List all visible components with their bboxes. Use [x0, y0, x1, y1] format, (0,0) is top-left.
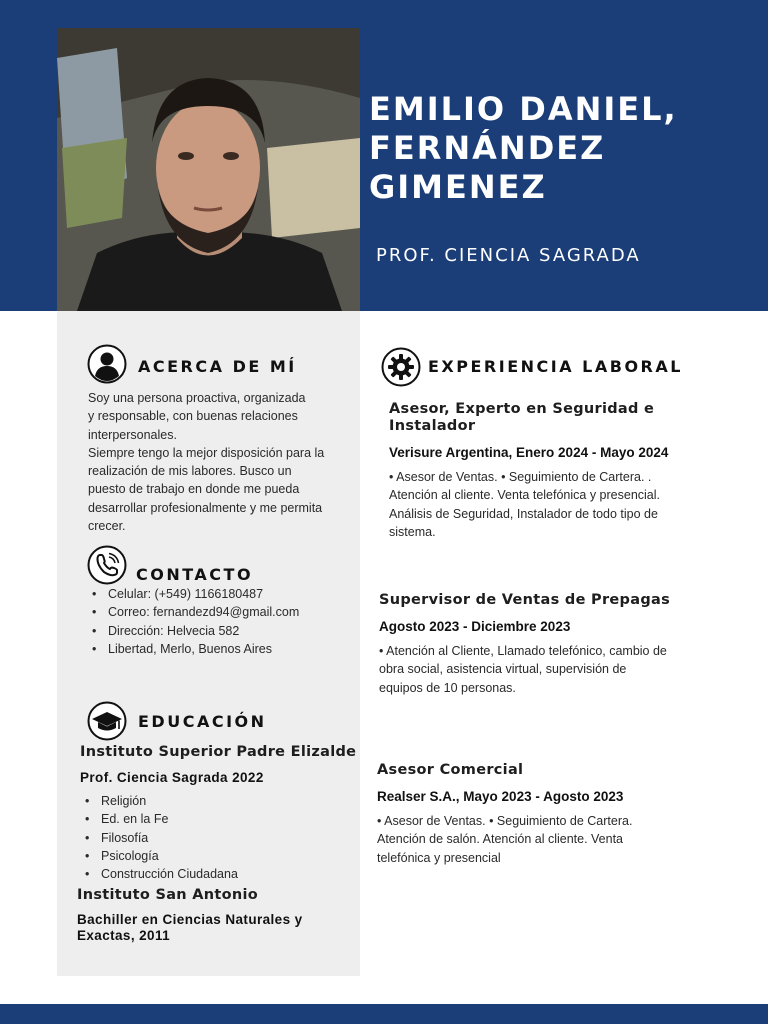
about-text: [88, 389, 353, 535]
graduation-cap-icon: [87, 701, 127, 741]
name-line: GIMENEZ: [369, 168, 547, 206]
degree-line: Exactas, 2011: [77, 927, 171, 943]
job-description: [377, 812, 707, 867]
subject-item: • Religión: [81, 792, 238, 810]
phone-icon: [87, 545, 127, 585]
about-line: Siempre tengo la mejor disposición para la: [88, 445, 325, 460]
education-section-title: EDUCACIÓN: [138, 712, 267, 731]
contact-address: • Dirección: Helvecia 582: [88, 622, 299, 640]
job-desc-line: telefónica y presencial: [377, 850, 501, 865]
user-icon: [87, 344, 127, 384]
degree: Prof. Ciencia Sagrada 2022: [80, 770, 264, 785]
degree: [77, 912, 352, 943]
footer-band: [0, 1004, 768, 1024]
contact-list: [88, 585, 299, 658]
school-name: Instituto San Antonio: [77, 887, 259, 903]
subject-item: • Filosofía: [81, 829, 238, 847]
about-line: desarrollar profesionalmente y me permita: [88, 500, 323, 515]
job-desc-line: obra social, asistencia virtual, supervisión de: [379, 662, 627, 677]
subject-item: • Ed. en la Fe: [81, 810, 238, 828]
about-line: crecer.: [88, 519, 126, 534]
job-desc-line: • Asesor de Ventas. • Seguimiento de Cartera.: [377, 814, 633, 828]
candidate-name: [369, 90, 759, 207]
about-line: realización de mis labores. Busco un: [88, 464, 292, 479]
profession-title: PROF. CIENCIA SAGRADA: [376, 245, 641, 266]
job-title: [389, 401, 689, 435]
job-title: [379, 592, 709, 609]
about-line: puesto de trabajo en donde me pueda: [88, 482, 300, 497]
job-title-line: Asesor, Experto en Seguridad e: [389, 401, 655, 417]
about-section-title: ACERCA DE MÍ: [138, 357, 297, 376]
job-company: Realser S.A., Mayo 2023 - Agosto 2023: [377, 789, 624, 804]
job-description: [379, 642, 709, 697]
profile-photo: [57, 28, 360, 311]
job-title-line: Asesor Comercial: [377, 762, 524, 778]
about-line: y responsable, con buenas relaciones: [88, 409, 298, 424]
job-company: Verisure Argentina, Enero 2024 - Mayo 2024: [389, 445, 669, 460]
subject-item: • Construcción Ciudadana: [81, 865, 238, 883]
job-company: Agosto 2023 - Diciembre 2023: [379, 619, 571, 634]
job-desc-line: sistema.: [389, 524, 436, 539]
subjects-list: [81, 792, 238, 883]
name-line: FERNÁNDEZ: [369, 129, 606, 167]
job-desc-line: Atención de salón. Atención al cliente. Venta: [377, 832, 624, 847]
contact-email: • Correo: fernandezd94@gmail.com: [88, 603, 299, 621]
degree-line: Bachiller en Ciencias Naturales y: [77, 912, 303, 927]
experience-section-title: EXPERIENCIA LABORAL: [428, 357, 683, 376]
job-desc-line: • Asesor de Ventas. • Seguimiento de Cartera. .: [389, 470, 652, 484]
contact-city: • Libertad, Merlo, Buenos Aires: [88, 640, 299, 658]
job-desc-line: Atención al cliente. Venta telefónica y presencial.: [389, 488, 661, 503]
job-title: [377, 762, 707, 779]
about-line: interpersonales.: [88, 427, 177, 442]
about-line: Soy una persona proactiva, organizada: [88, 391, 306, 405]
job-desc-line: • Atención al Cliente, Llamado telefónico, cambio de: [379, 644, 667, 658]
job-title-line: Supervisor de Ventas de Prepagas: [379, 592, 671, 608]
job-description: [389, 468, 709, 541]
gear-icon: [381, 347, 421, 387]
school-name: Instituto Superior Padre Elizalde: [80, 744, 357, 760]
job-desc-line: Análisis de Seguridad, Instalador de todo tipo de: [389, 506, 658, 521]
job-desc-line: equipos de 10 personas.: [379, 680, 516, 695]
subject-item: • Psicología: [81, 847, 238, 865]
contact-section-title: CONTACTO: [136, 565, 254, 584]
contact-phone: • Celular: (+549) 1166180487: [88, 585, 299, 603]
name-line: EMILIO DANIEL,: [369, 90, 678, 128]
job-title-line: Instalador: [389, 418, 476, 434]
